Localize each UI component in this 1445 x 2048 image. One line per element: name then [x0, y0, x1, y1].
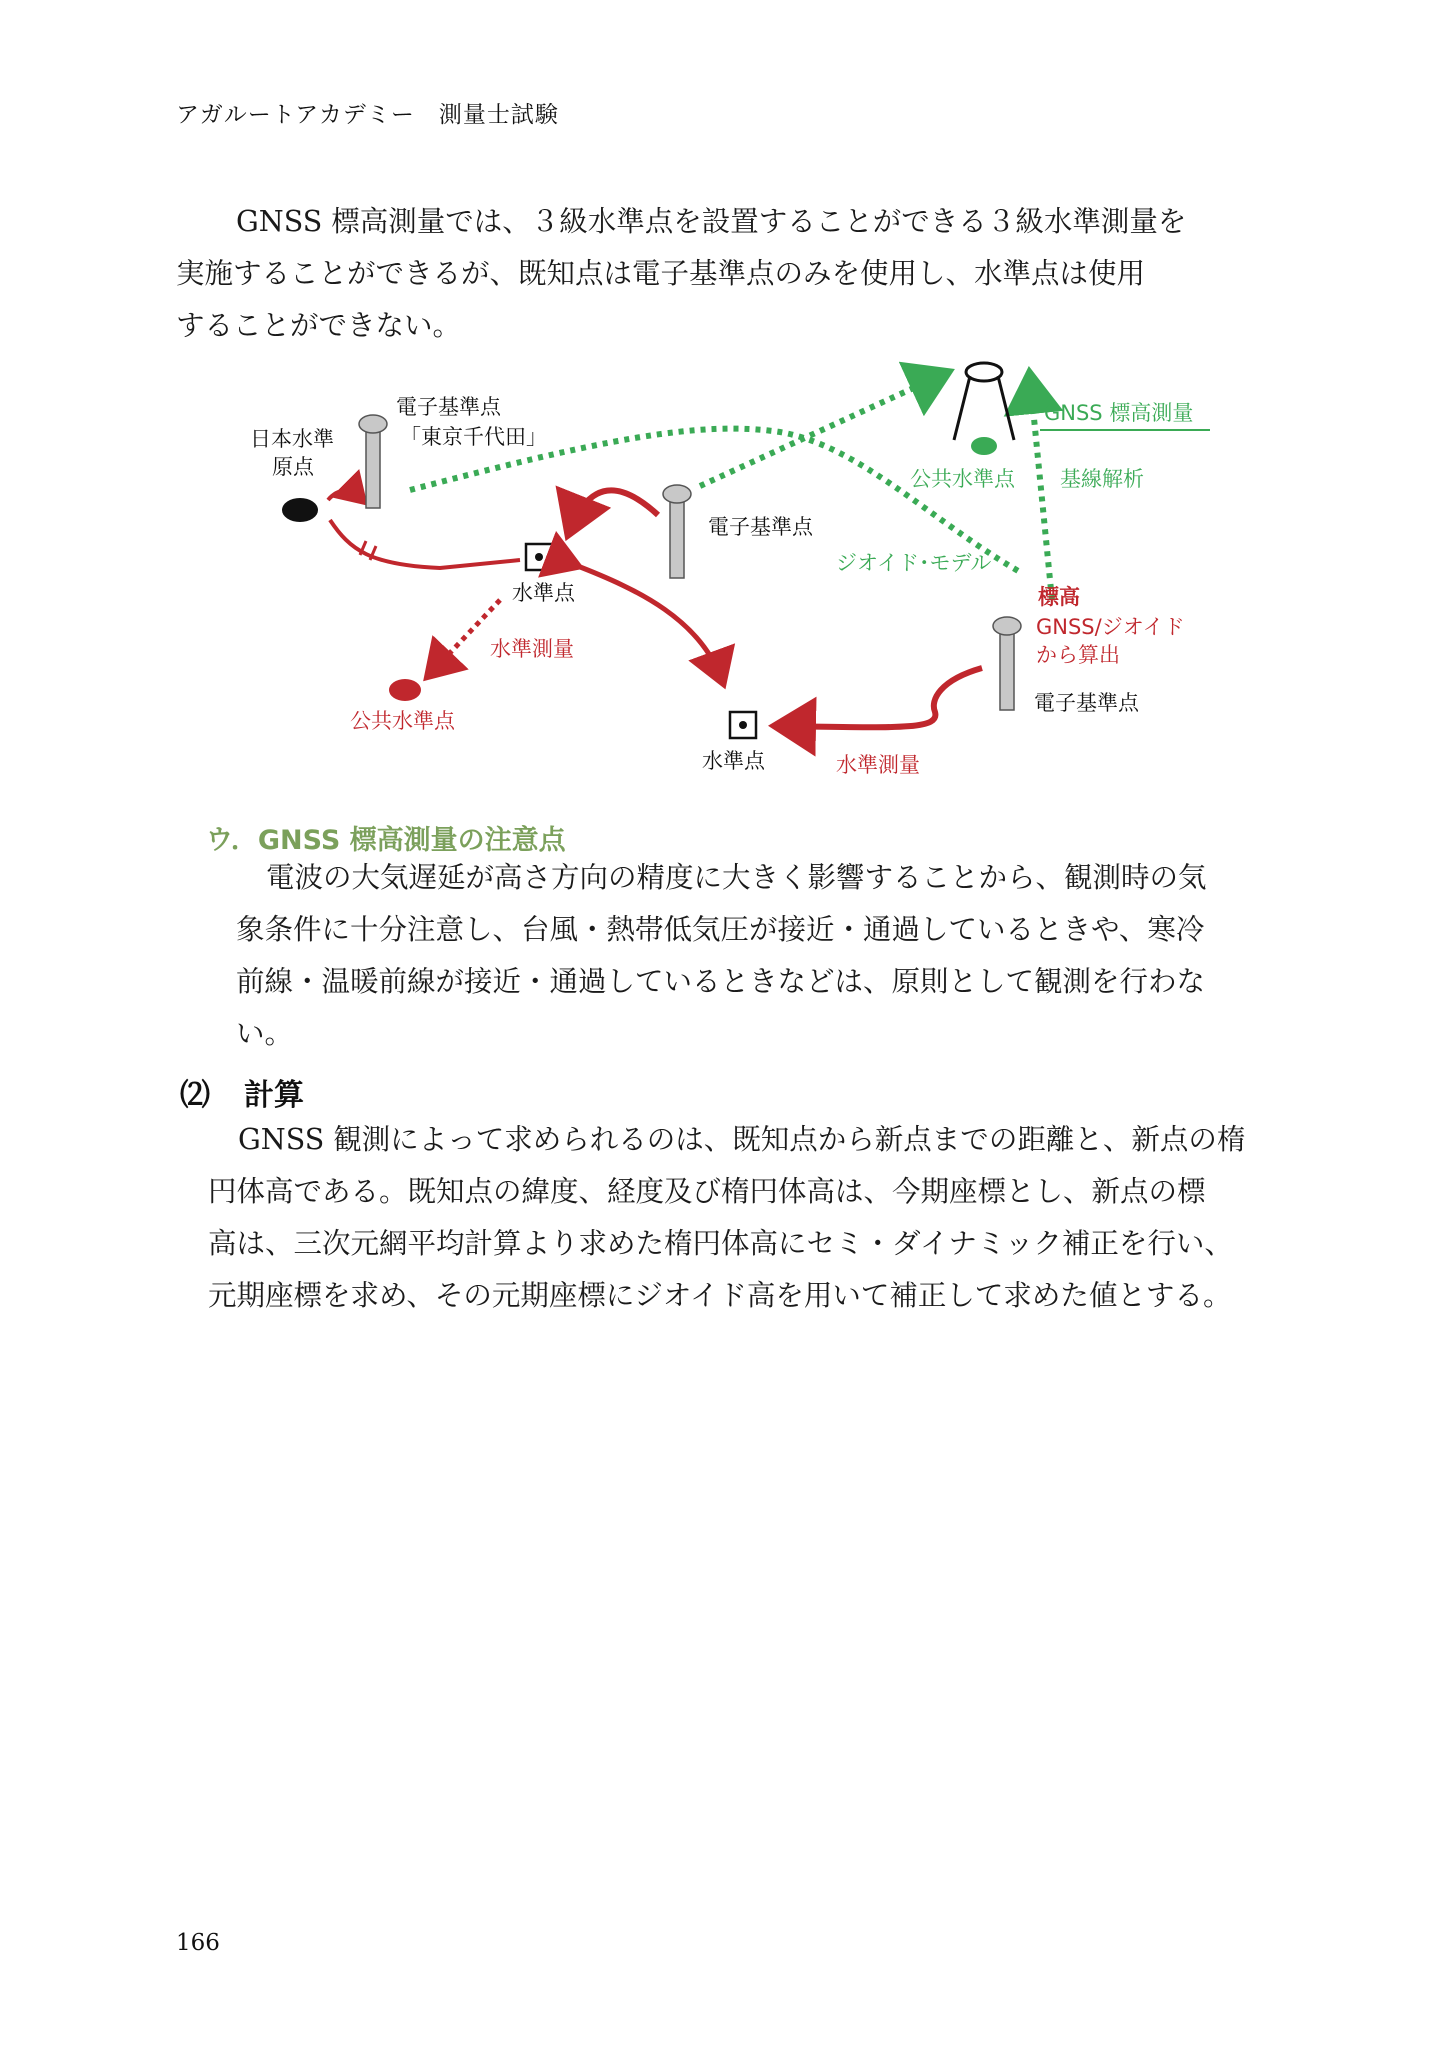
origin-label: 原点: [272, 455, 314, 479]
notes-line: い。: [236, 1017, 294, 1050]
gnss-geoid-label: から算出: [1036, 643, 1120, 667]
notes-line: 電波の大気遅延が高さ方向の精度に大きく影響することから、観測時の気: [266, 861, 1207, 894]
geoid-model-label: ジオイド･モデル: [836, 551, 992, 575]
tokyo-cors-head: [359, 415, 387, 433]
public-bm-red-label: 公共水準点: [350, 709, 455, 733]
elevation-label: 標高: [1038, 585, 1080, 609]
benchmark-2-dot: [739, 721, 747, 729]
tokyo-cors-label: 電子基準点: [396, 395, 501, 419]
benchmark-2-label: 水準点: [702, 749, 765, 773]
gnss-antenna: [966, 363, 1002, 381]
tokyo-cors-pillar: [366, 428, 380, 508]
right-cors-head: [993, 617, 1021, 635]
bm-to-bm-arrow: [575, 565, 722, 680]
calc-line: 円体高である。既知点の緯度、経度及び楕円体高は、今期座標とし、新点の標: [208, 1175, 1206, 1208]
intro-line: 実施することができるが、既知点は電子基準点のみを使用し、水準点は使用: [176, 257, 1146, 290]
tokyo-cors-label: 「東京千代田」: [400, 425, 547, 449]
origin-label: 日本水準: [250, 427, 334, 451]
section-2-heading: [180, 1070, 304, 1114]
public-bm-green-label: 公共水準点: [910, 467, 1015, 491]
leveling-label-2: 水準測量: [836, 753, 920, 777]
gnss-survey-label: GNSS 標高測量: [1044, 401, 1194, 425]
notes-line: 前線・温暖前線が接近・通過しているときなどは、原則として観測を行わな: [236, 965, 1206, 998]
mid-cors-head: [663, 485, 691, 503]
mid-cors-label: 電子基準点: [708, 515, 813, 539]
notes-paragraph: [236, 852, 1246, 1060]
tripod-icon: [954, 376, 1014, 440]
origin-point-black: [282, 498, 318, 522]
gnss-geoid-label: GNSS/ジオイド: [1036, 615, 1185, 639]
cors-to-bm-arrow: [570, 490, 658, 530]
intro-line: GNSS 標高測量では、３級水準点を設置することができる３級水準測量を: [236, 205, 1187, 238]
mid-cors-pillar: [670, 498, 684, 578]
public-bm-red: [389, 679, 421, 701]
right-cors-label: 電子基準点: [1034, 691, 1139, 715]
calc-line: GNSS 観測によって求められるのは、既知点から新点までの距離と、新点の楕: [238, 1123, 1246, 1156]
baseline-label: 基線解析: [1060, 467, 1144, 491]
right-cors-to-bm2-arrow: [780, 668, 982, 727]
section-2-title: 計算: [244, 1078, 304, 1113]
calc-paragraph: [208, 1114, 1248, 1322]
notes-line: 象条件に十分注意し、台風・熱帯低気圧が接近・通過しているときや、寒冷: [236, 913, 1205, 946]
leveling-label-1: 水準測量: [490, 637, 574, 661]
calc-line: 元期座標を求め、その元期座標にジオイド高を用いて補正して求めた値とする。: [208, 1279, 1232, 1312]
benchmark-1-label: 水準点: [512, 581, 575, 605]
origin-to-tokyo-arrow: [328, 491, 362, 500]
benchmark-1-dot: [535, 553, 543, 561]
calc-line: 高は、三次元網平均計算より求めた楕円体高にセミ・ダイナミック補正を行い、: [208, 1227, 1233, 1260]
gnss-elevation-diagram: [0, 0, 1445, 800]
section-u-title: ウ．GNSS 標高測量の注意点: [206, 825, 566, 856]
public-bm-green: [971, 437, 997, 455]
section-2-number: ⑵: [180, 1078, 210, 1113]
running-header: アガルートアカデミー 測量士試験: [176, 102, 559, 128]
origin-to-bm-line: [330, 520, 520, 568]
page-number: 166: [176, 1930, 220, 1956]
intro-line: することができない。: [176, 309, 462, 342]
right-cors-pillar: [1000, 630, 1014, 710]
